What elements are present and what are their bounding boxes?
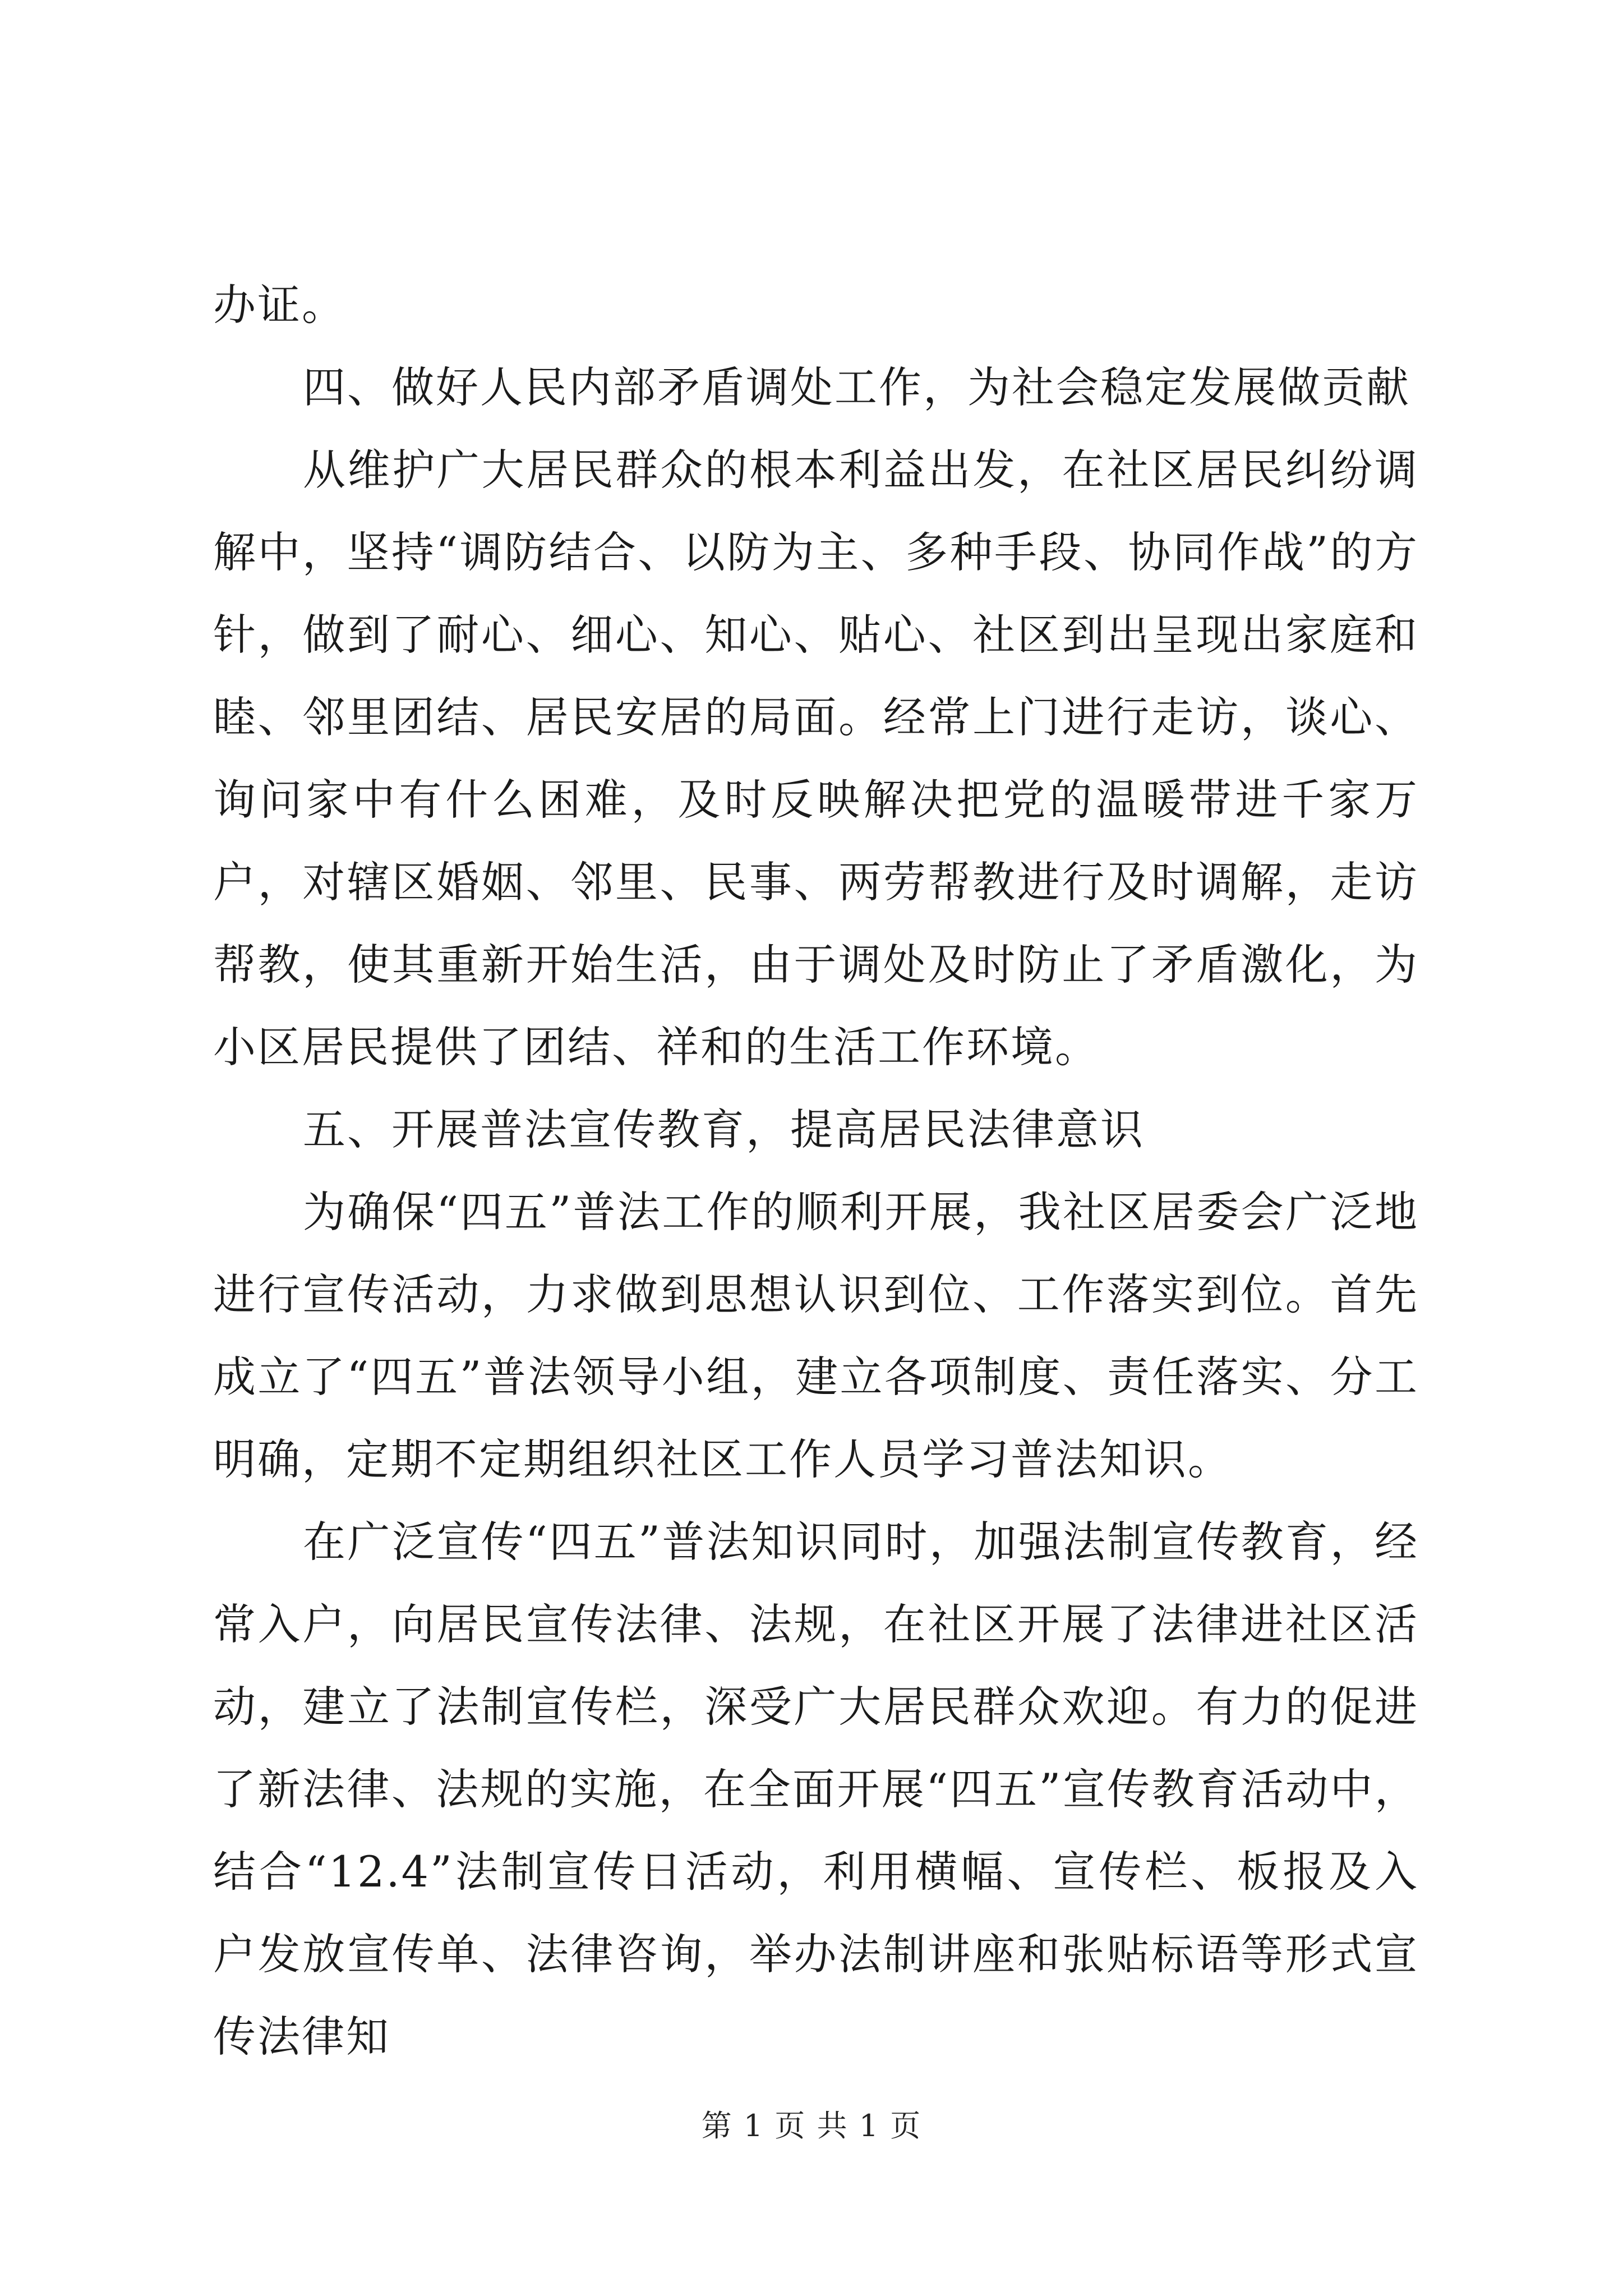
- document-body: [213, 264, 1419, 2078]
- paragraph-legal-education: 在广泛宣传“四五”普法知识同时，加强法制宣传教育，经常入户，向居民宣传法律、法规，在社区开展了法律进社区活动，建立了法制宣传栏，深受广大居民群众欢迎。有力的促进了新法律、法规的实施，在全面开展“四五”宣传教育活动中，结合“12.4”法制宣传日活动，利用横幅、宣传栏、板报及入户发放宣传单、法律咨询，举办法制讲座和张贴标语等形式宣传法律知: [213, 1517, 1419, 2062]
- section-heading-four: 四、做好人民内部矛盾调处工作，为社会稳定发展做贡献: [303, 362, 1410, 412]
- paragraph-continuation: 办证。: [213, 280, 346, 330]
- page-number-footer: 第 1 页 共 1 页: [701, 2108, 922, 2143]
- paragraph-mediation: 从维护广大居民群众的根本利益出发，在社区居民纠纷调解中，坚持“调防结合、以防为主、多种手段、协同作战”的方针，做到了耐心、细心、知心、贴心、社区到出呈现出家庭和睦、邻里团结、居民安居的局面。经常上门进行走访，谈心、询问家中有什么困难，及时反映解决把党的温暖带进千家万户，对辖区婚姻、邻里、民事、两劳帮教进行及时调解，走访帮教，使其重新开始生活，由于调处及时防止了矛盾激化，为小区居民提供了团结、祥和的生活工作环境。: [213, 445, 1419, 1072]
- section-heading-five: 五、开展普法宣传教育，提高居民法律意识: [303, 1105, 1145, 1154]
- paragraph-legal-campaign: 为确保“四五”普法工作的顺利开展，我社区居委会广泛地进行宣传活动，力求做到思想认识到位、工作落实到位。首先成立了“四五”普法领导小组，建立各项制度、责任落实、分工明确，定期不定期组织社区工作人员学习普法知识。: [213, 1187, 1419, 1484]
